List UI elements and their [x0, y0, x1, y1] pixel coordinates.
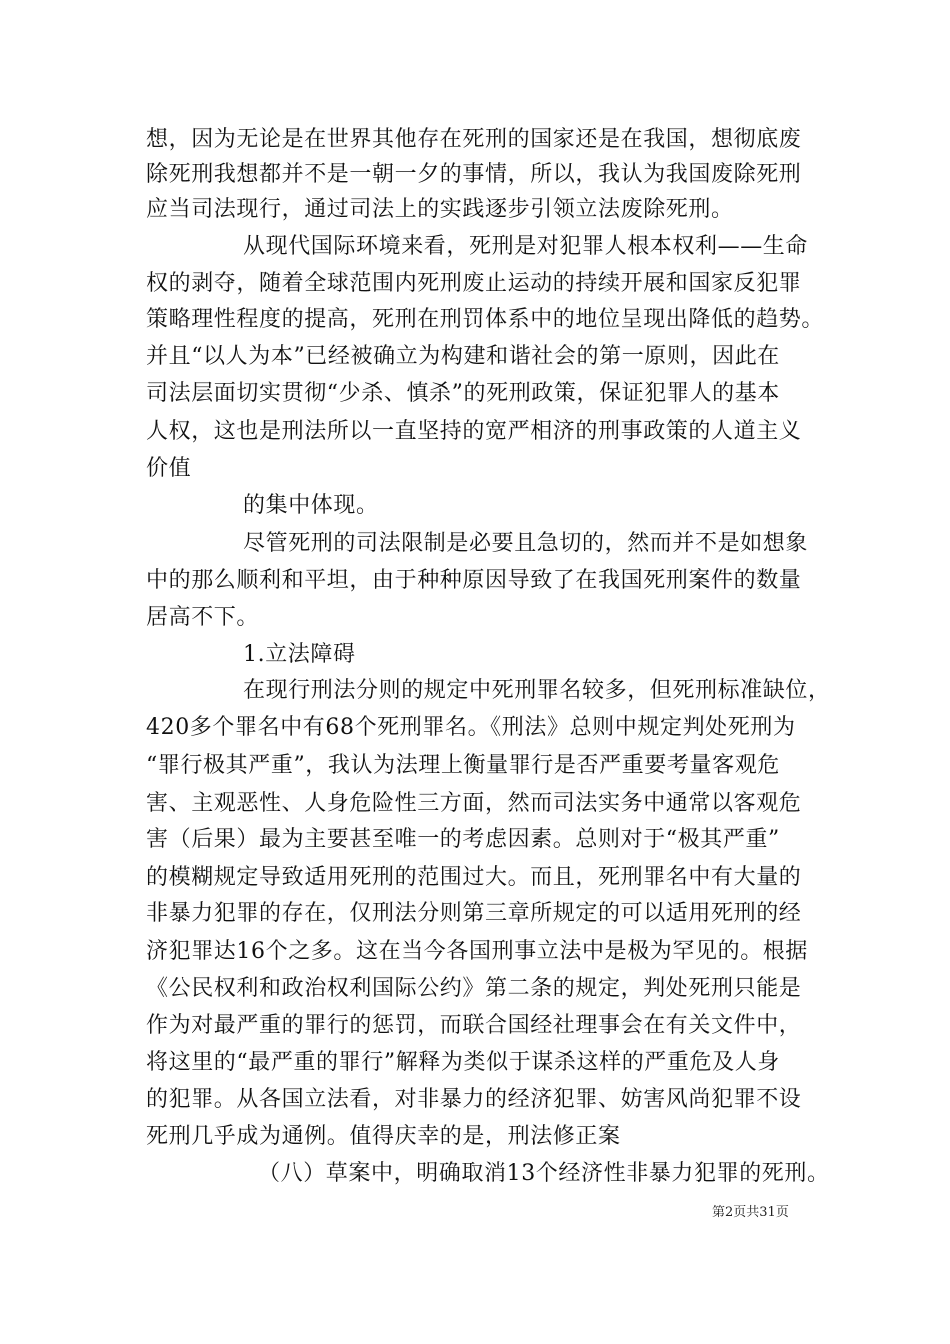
text-line: 人权，这也是刑法所以一直坚持的宽严相济的刑事政策的人道主义 [146, 419, 802, 444]
text-line: （八）草案中，明确取消13个经济性非暴力犯罪的死刑。 [258, 1161, 830, 1186]
text-line: 价值 [146, 456, 192, 481]
text-line: 想，因为无论是在世界其他存在死刑的国家还是在我国，想彻底废 [146, 127, 802, 152]
text-line: 的犯罪。从各国立法看，对非暴力的经济犯罪、妨害风尚犯罪不设 [146, 1087, 802, 1112]
section-heading: 1.立法障碍 [243, 642, 356, 667]
text-line: 中的那么顺利和平坦，由于种种原因导致了在我国死刑案件的数量 [146, 568, 802, 593]
text-line: 济犯罪达16个之多。这在当今各国刑事立法中是极为罕见的。根据 [146, 939, 808, 964]
text-line: 应当司法现行，通过司法上的实践逐步引领立法废除死刑。 [146, 197, 734, 222]
text-line: 害、主观恶性、人身危险性三方面，然而司法实务中通常以客观危 [146, 791, 802, 816]
text-line: 害（后果）最为主要甚至唯一的考虑因素。总则对于“极其严重” [146, 827, 780, 852]
text-line: 在现行刑法分则的规定中死刑罪名较多，但死刑标准缺位， [243, 678, 831, 703]
text-line: 作为对最严重的罪行的惩罚，而联合国经社理事会在有关文件中， [146, 1013, 802, 1038]
page-number: 第2页共31页 [712, 1205, 789, 1220]
text-line: “罪行极其严重”，我认为法理上衡量罪行是否严重要考量客观危 [146, 753, 780, 778]
text-line: 《公民权利和政治权利国际公约》第二条的规定，判处死刑只能是 [146, 976, 802, 1001]
text-line: 居高不下。 [146, 605, 260, 630]
text-line: 死刑几乎成为通例。值得庆幸的是，刑法修正案 [146, 1124, 621, 1149]
text-line: 尽管死刑的司法限制是必要且急切的，然而并不是如想象 [243, 531, 809, 556]
text-line: 的模糊规定导致适用死刑的范围过大。而且，死刑罪名中有大量的 [146, 865, 802, 890]
text-line: 除死刑我想都并不是一朝一夕的事情，所以，我认为我国废除死刑 [146, 162, 802, 187]
text-line: 策略理性程度的提高，死刑在刑罚体系中的地位呈现出降低的趋势。 [146, 307, 825, 332]
text-line: 420多个罪名中有68个死刑罪名。《刑法》总则中规定判处死刑为 [146, 715, 796, 740]
text-line: 司法层面切实贯彻“少杀、慎杀”的死刑政策，保证犯罪人的基本 [146, 381, 780, 406]
text-line: 将这里的“最严重的罪行”解释为类似于谋杀这样的严重危及人身 [146, 1050, 780, 1075]
text-line: 非暴力犯罪的存在，仅刑法分则第三章所规定的可以适用死刑的经 [146, 901, 802, 926]
text-line: 从现代国际环境来看，死刑是对犯罪人根本权利——生命 [243, 234, 809, 259]
text-line: 的集中体现。 [243, 493, 379, 518]
text-line: 并且“以人为本”已经被确立为构建和谐社会的第一原则，因此在 [146, 344, 780, 369]
text-line: 权的剥夺，随着全球范围内死刑废止运动的持续开展和国家反犯罪 [146, 271, 802, 296]
